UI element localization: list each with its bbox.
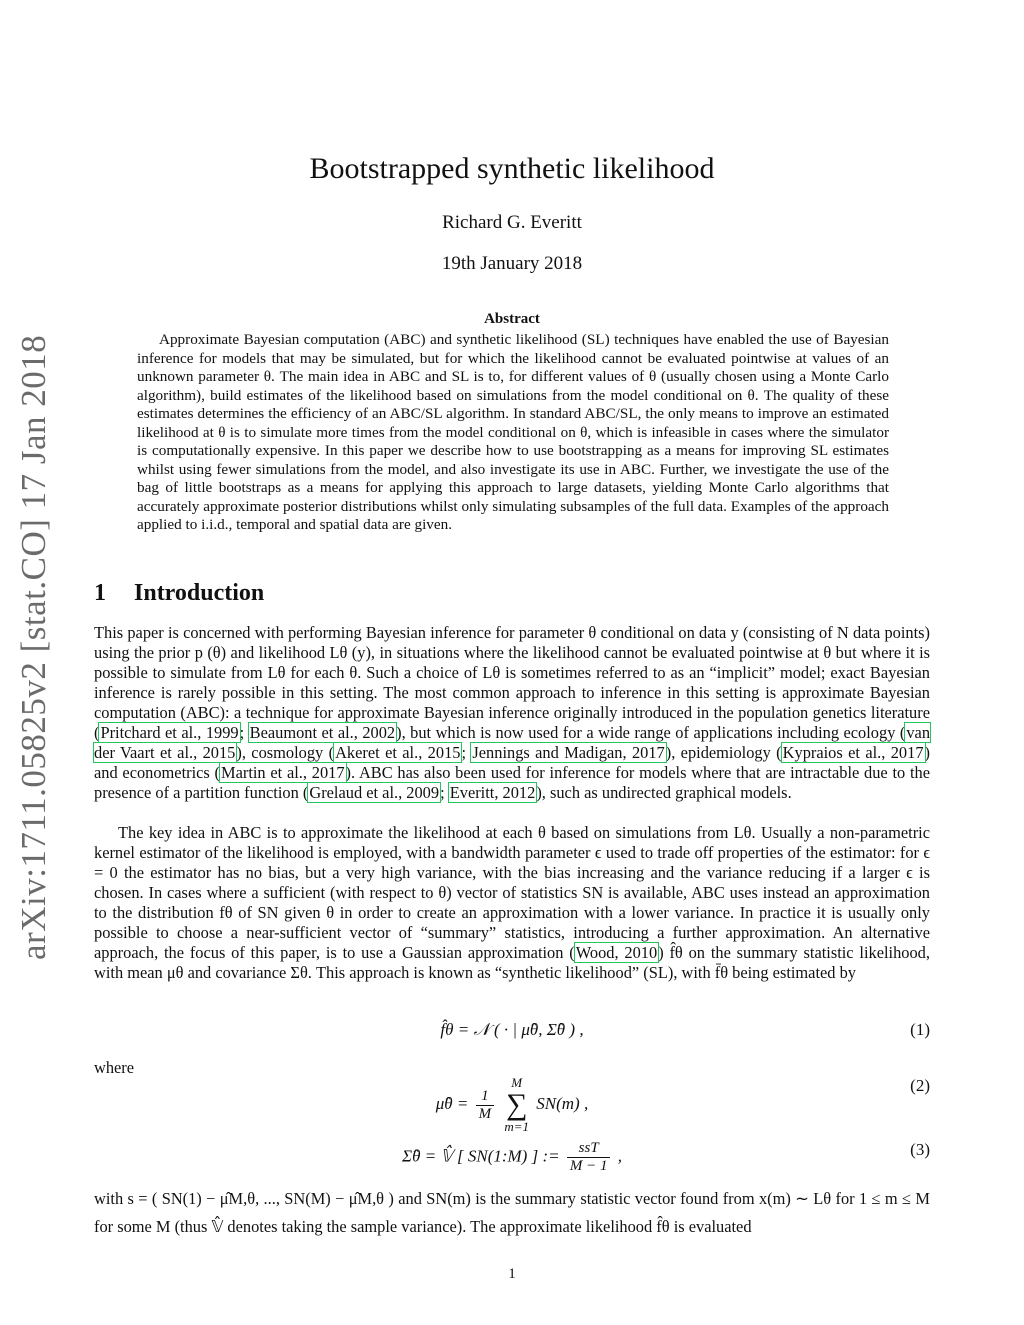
trailing-paragraph: with s = ( SN(1) − μ̂M,θ, ..., SN(M) − μ̂M,θ ) and SN(m) is the summary statistic vector found from x(m) ∼ Lθ for 1 ≤ m ≤ M for some M (thus 𝕍̂ denotes taking the sample variance). The approximate likelihood f̂θ is evaluated [94,1189,930,1236]
equation-1-number: (1) [910,1020,930,1039]
abstract-text: Approximate Bayesian computation (ABC) and synthetic likelihood (SL) techniques have enabled the use of Bayesian inference for models that may be simulated, but for which the likelihood cannot be evaluated pointwise at values of an unknown parameter θ. The main idea in ABC and SL is to, for different values of θ (usually chosen using a Monte Carlo algorithm), build estimates of the likelihood based on simulations from the model conditional on θ. The quality of these estimates determines the efficiency of an ABC/SL algorithm. In standard ABC/SL, the only means to improve an estimated likelihood at θ is to simulate more times from the model conditional on θ, which is infeasible in cases where the simulator is computationally expensive. In this paper we describe how to use bootstrapping as a means for improving SL estimates whilst using fewer simulations from the model, and also investigate its use in ABC. Further, we investigate the use of the bag of little bootstraps as a means for applying this approach to large datasets, yielding Monte Carlo algorithms that accurately approximate posterior distributions whilst only simulating subsamples of the full data. Examples of the approach applied to i.i.d., temporal and spatial data are given. [137,331,889,533]
equation-3-body: Σ̂θ = 𝕍̂ [ SN(1:M) ] := $\frac{\text{ssT}}{M - 1}$ , [402,1140,622,1174]
equation-2 [94,1075,930,1134]
citation-link[interactable]: Martin et al., 2017 [221,763,345,782]
section-heading [94,580,264,607]
citation-link[interactable]: van der Vaart et al., 2015 [94,723,931,762]
author-name: Richard G. Everitt [442,212,582,233]
page-number: 1 [508,1266,516,1282]
abstract-heading: Abstract [484,311,540,327]
citation-link[interactable]: Beaumont et al., 2002 [249,723,396,742]
equation-1-body: f̂θ = 𝒩 ( · | μ̂θ, Σ̂θ ) , [440,1020,584,1039]
equation-1 [94,1020,930,1044]
section-title: Introduction [134,580,265,606]
equation-3-number: (3) [910,1140,930,1159]
citation-link[interactable]: Akeret et al., 2015 [335,743,461,762]
citation-link[interactable]: Grelaud et al., 2009 [309,783,440,802]
citation-link[interactable]: Pritchard et al., 1999 [100,723,239,742]
equation-2-number: (2) [910,1076,930,1095]
equation-3 [94,1140,930,1180]
citation-link[interactable]: Kypraios et al., 2017 [782,743,924,762]
where-label: where [94,1058,135,1077]
equation-2-body: μ̂θ = $\frac{1}{M}$ M ∑ m=1 SN(m) , [435,1075,589,1134]
intro-paragraph-2: The key idea in ABC is to approximate the likelihood at each θ based on simulations from Lθ. Usually a non-parametric kernel estimator of the likelihood is employed, with a bandwidth parameter ϵ used to trade off properties of the estimator: for ϵ = 0 the estimator has no bias, but a very high variance, with the bias increasing and the variance reducing if a larger ϵ is chosen. In cases where a sufficient (with respect to θ) vector of statistics SN is available, ABC uses instead an approximation to the distribution fθ of SN given θ in order to create an approximation with a lower variance. In practice it is usually only possible to choose a near-sufficient vector of “summary” statistics, introducing a further approximation. An alternative approach, the focus of this paper, is to use a Gaussian approximation (Wood, 2010) f̂θ on the summary statistic likelihood, with mean μθ and covariance Σθ. This approach is known as “synthetic likelihood” (SL), with f̄θ being estimated by [94,823,930,982]
paper-title: Bootstrapped synthetic likelihood [309,152,715,185]
citation-link[interactable]: Wood, 2010 [575,943,658,962]
intro-paragraph-1: This paper is concerned with performing Bayesian inference for parameter θ conditional on data y (consisting of N data points) using the prior p (θ) and likelihood Lθ (y), in situations where the likelihood cannot be evaluated pointwise at θ but where it is possible to simulate from Lθ for each θ. Such a choice of Lθ is sometimes referred to as an “implicit” model; exact Bayesian inference is rarely possible in this setting. The most common approach to inference in this setting is approximate Bayesian computation (ABC): a technique for approximate Bayesian inference originally introduced in the population genetics literature (Pritchard et al., 1999; Beaumont et al., 2002), but which is now used for a wide range of applications including ecology (van der Vaart et al., 2015), cosmology (Akeret et al., 2015; Jennings and Madigan, 2017), epidemiology (Kypraios et al., 2017) and econometrics (Martin et al., 2017). ABC has also been used for inference for models where that are intractable due to the presence of a partition function (Grelaud et al., 2009; Everitt, 2012), such as undirected graphical models. [94,623,931,802]
section-number: 1 [94,580,106,606]
citation-link[interactable]: Everitt, 2012 [449,783,536,802]
citation-link[interactable]: Jennings and Madigan, 2017 [472,743,665,762]
paper-date: 19th January 2018 [441,253,583,274]
arxiv-stamp: arXiv:1711.05825v2 [stat.CO] 17 Jan 2018 [14,334,53,960]
